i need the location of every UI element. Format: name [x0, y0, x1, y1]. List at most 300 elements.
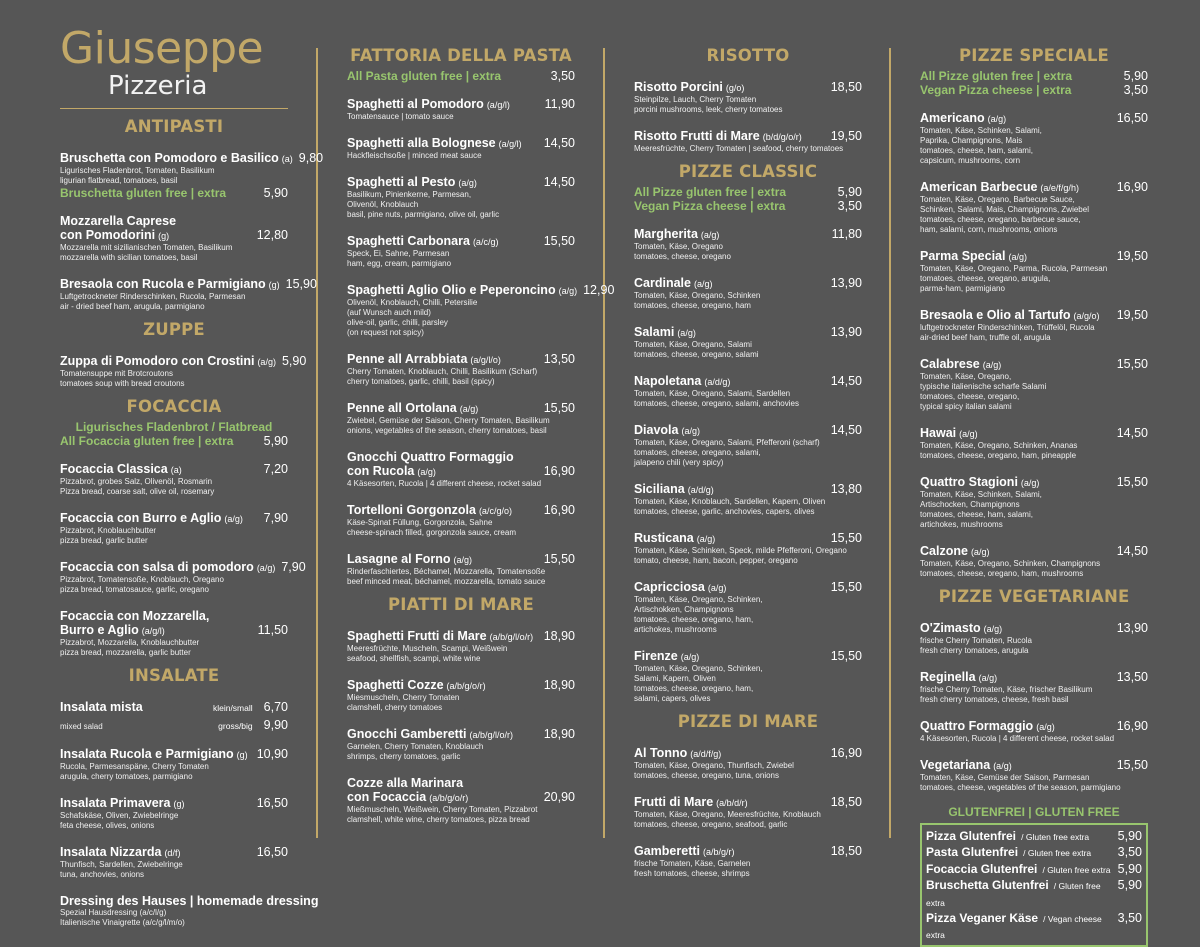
item-name-text: Risotto Frutti di Mare	[634, 129, 760, 143]
item-name	[347, 352, 538, 367]
allergen-codes: (a/g)	[959, 429, 978, 439]
menu-item	[60, 462, 288, 497]
item-name	[60, 354, 276, 369]
item-row	[920, 426, 1148, 441]
allergen-codes: (a)	[281, 154, 293, 164]
item-name	[920, 544, 1111, 559]
item-description: Olivenöl, Knoblauch, Chilli, Petersilie	[347, 298, 478, 307]
item-description: (on request not spicy)	[347, 328, 424, 337]
gluten-free-extra-line	[634, 185, 862, 199]
section-risotto	[634, 46, 862, 154]
item-description: Tomaten, Käse, Oregano, Schinken,	[634, 595, 763, 604]
item-description: parma-ham, parmigiano	[920, 284, 1005, 293]
item-row	[634, 844, 862, 859]
item-name-text: Al Tonno	[634, 746, 688, 760]
item-name-text: Americano	[920, 111, 985, 125]
item-description: typical spicy italian salami	[920, 402, 1012, 411]
gluten-free-note: / Gluten free extra	[1021, 832, 1090, 842]
item-description: jalapeno chili (very spicy)	[634, 458, 724, 467]
menu-item	[920, 544, 1148, 579]
item-description: tomatoes, cheese, oregano, seafood, garlic	[634, 820, 788, 829]
item-description: Tomaten, Käse, Oregano, Schinken	[634, 291, 761, 300]
menu-item	[634, 129, 862, 154]
item-price: 5,90	[837, 185, 862, 199]
item-description: Tomatensuppe mit Brotcroutons	[60, 369, 173, 378]
item-row	[634, 276, 862, 291]
allergen-codes: (a/e/f/g/h)	[1040, 183, 1079, 193]
gluten-free-name-wrap	[926, 910, 1118, 943]
item-price: 15,50	[543, 234, 575, 248]
item-name-text: Focaccia con Burro e Aglio	[60, 511, 222, 525]
section-title: ZUPPE	[143, 320, 205, 339]
menu-item	[920, 621, 1148, 656]
menu-item	[920, 719, 1148, 744]
item-name-text: O'Zimasto	[920, 621, 981, 635]
item-row	[347, 464, 575, 479]
item-description: clamshell, white wine, cherry tomatoes, pizza bread	[347, 815, 530, 824]
item-description: Rinderfaschiertes, Béchamel, Mozzarella, Tomatensoße	[347, 567, 546, 576]
menu-item	[60, 700, 288, 715]
item-price: 9,90	[263, 718, 288, 732]
item-name	[634, 129, 825, 144]
item-name-text: Insalata Nizzarda	[60, 845, 162, 859]
item-name	[920, 670, 1111, 685]
item-name	[634, 374, 825, 389]
item-price: 14,50	[830, 374, 862, 388]
menu-item	[347, 450, 575, 489]
item-name-text: Cardinale	[634, 276, 691, 290]
item-name-text: Frutti di Mare	[634, 795, 714, 809]
item-description: fresh cherry tomatoes, cheese, fresh basil	[920, 695, 1069, 704]
menu-item	[347, 401, 575, 436]
item-name: Gnocchi Quattro Formaggio	[347, 450, 514, 464]
menu-item	[920, 475, 1148, 530]
allergen-codes: (g)	[268, 280, 280, 290]
item-row	[634, 423, 862, 438]
item-description: Tomaten, Käse, Gemüse der Saison, Parmesan	[920, 773, 1090, 782]
item-description: Italienische Vinaigrette (a/c/g/l/m/o)	[60, 918, 185, 927]
allergen-codes: (a/g/l)	[486, 100, 510, 110]
item-description: Tomaten, Käse, Oregano, Meeresfrüchte, Knoblauch	[634, 810, 821, 819]
item-price: 13,50	[1116, 670, 1148, 684]
item-name-text: Focaccia Classica	[60, 462, 168, 476]
item-row	[920, 357, 1148, 372]
item-name	[634, 80, 825, 95]
menu-item	[60, 796, 288, 831]
item-price: 14,50	[1116, 544, 1148, 558]
item-row	[60, 354, 307, 369]
item-name	[60, 151, 293, 166]
item-description: Garnelen, Cherry Tomaten, Knoblauch	[347, 742, 484, 751]
allergen-codes: (a/d/g)	[704, 377, 731, 387]
item-description: Pizzabrot, grobes Salz, Olivenöl, Rosmarin	[60, 477, 213, 486]
menu-item	[347, 283, 615, 338]
item-row	[634, 482, 862, 497]
gluten-free-name: Pasta Glutenfrei	[926, 845, 1019, 860]
allergen-codes: (a/b/g/o/r)	[429, 793, 469, 803]
item-name-line2: Burro e Aglio	[60, 623, 139, 637]
item-price: 12,90	[583, 283, 615, 297]
item-name-cont	[60, 228, 251, 243]
gluten-free-note: / Gluten free extra	[926, 881, 1101, 908]
item-description: porcini mushrooms, leek, cherry tomatoes	[634, 105, 783, 114]
portion-size: klein/small	[212, 703, 253, 713]
gluten-free-price: 5,90	[1117, 861, 1142, 876]
item-description: beef minced meat, béchamel, mozzarella, tomato sauce	[347, 577, 546, 586]
item-price: 15,50	[1116, 475, 1148, 489]
allergen-codes: (a/c/g)	[472, 237, 499, 247]
section-classic	[634, 162, 862, 704]
menu-item	[60, 277, 317, 312]
item-price: 15,50	[830, 649, 862, 663]
menu-item	[347, 175, 575, 220]
menu-item	[634, 276, 862, 311]
item-name-text: Insalata mista	[60, 700, 143, 714]
item-description: tomatoes, cheese, oregano, barbecue sauce,	[920, 215, 1081, 224]
item-price: 3,50	[1123, 83, 1148, 97]
item-name-text: Bruschetta con Pomodoro e Basilico	[60, 151, 279, 165]
section-pasta	[347, 46, 615, 587]
item-name-text: Risotto Porcini	[634, 80, 723, 94]
item-name-text: Calabrese	[920, 357, 980, 371]
item-price: 13,50	[543, 352, 575, 366]
item-name	[347, 552, 538, 567]
item-name	[920, 357, 1111, 372]
item-description: Mozzarella mit sizilianischen Tomaten, Basilikum	[60, 243, 233, 252]
item-description: tomatoes, cheese, oregano, salami,	[634, 448, 761, 457]
menu-item	[347, 727, 575, 762]
menu-item	[920, 426, 1148, 461]
item-description: arugula, cherry tomatoes, parmigiano	[60, 772, 193, 781]
item-name-text: Gnocchi Gamberetti	[347, 727, 467, 741]
item-description: pizza bread, tomatosauce, garlic, oregano	[60, 585, 209, 594]
item-description: tomatoes, cheese, oregano, tuna, onions	[634, 771, 779, 780]
item-name	[920, 249, 1111, 264]
item-name	[634, 482, 825, 497]
extra-label: Vegan Pizza cheese | extra	[920, 83, 1072, 97]
item-description: Miesmuscheln, Cherry Tomaten	[347, 693, 460, 702]
menu-item	[920, 357, 1148, 412]
item-name-text: Quattro Formaggio	[920, 719, 1034, 733]
item-name	[60, 700, 213, 714]
section-title: FATTORIA DELLA PASTA	[350, 46, 572, 65]
gluten-free-name: Pizza Veganer Käse	[926, 911, 1039, 926]
logo-subtitle: Pizzeria	[108, 71, 208, 101]
allergen-codes: (a/g)	[970, 547, 990, 557]
item-name	[60, 845, 251, 860]
section-title: PIZZE VEGETARIANE	[938, 587, 1130, 606]
menu-item	[634, 795, 862, 830]
item-price: 20,90	[543, 790, 575, 804]
item-name	[347, 175, 538, 190]
allergen-codes: (a/c/g/o)	[478, 506, 512, 516]
item-row	[60, 845, 288, 860]
item-description: typische italienische scharfe Salami	[920, 382, 1047, 391]
allergen-codes: (a/g)	[993, 761, 1012, 771]
item-name	[60, 796, 251, 811]
item-description: Tomaten, Käse, Oregano	[634, 242, 723, 251]
gluten-free-note: / Gluten free extra	[1023, 848, 1092, 859]
menu-item	[634, 325, 862, 360]
section-title: FOCACCIA	[126, 397, 222, 416]
section-zuppe	[60, 320, 307, 389]
item-description: frische Tomaten, Käse, Garnelen	[634, 859, 751, 868]
item-price: 19,50	[830, 129, 862, 143]
item-description: shrimps, cherry tomatoes, garlic	[347, 752, 461, 761]
item-description: mozzarella with sicilian tomatoes, basil	[60, 253, 198, 262]
item-name	[634, 276, 825, 291]
item-row	[634, 374, 862, 389]
item-description: Tomaten, Käse, Oregano, Schinken,	[634, 664, 763, 673]
item-description: Speck, Ei, Sahne, Parmesan	[347, 249, 450, 258]
item-name	[634, 844, 825, 859]
item-description: Tomatensauce | tomato sauce	[347, 112, 454, 121]
item-price: 11,80	[831, 227, 862, 241]
item-name-cont	[60, 623, 252, 638]
item-description: Basilikum, Pinienkerne, Parmesan,	[347, 190, 472, 199]
item-price: 19,50	[1116, 308, 1148, 322]
menu-item	[60, 214, 288, 263]
portion-size: gross/big	[218, 721, 253, 731]
item-row	[347, 552, 575, 567]
item-description: basil, pine nuts, parmigiano, olive oil, garlic	[347, 210, 500, 219]
extra-label: All Pasta gluten free | extra	[347, 69, 502, 83]
item-row	[60, 747, 288, 762]
item-name-text: Focaccia con salsa di pomodoro	[60, 560, 254, 574]
item-price: 5,90	[263, 434, 288, 448]
menu-column-2	[347, 0, 615, 848]
item-name	[920, 180, 1111, 195]
item-row	[347, 175, 575, 190]
item-price: 14,50	[543, 136, 575, 150]
item-name	[347, 283, 577, 298]
item-description: luftgetrockneter Rinderschinken, Trüffelöl, Rucola	[920, 323, 1095, 332]
menu-item	[347, 97, 575, 122]
item-description: tomatoes, cheese, oregano, ham,	[634, 615, 754, 624]
menu-item	[634, 80, 862, 115]
section-title: PIZZE SPECIALE	[958, 46, 1110, 65]
item-name-text: Hawai	[920, 426, 957, 440]
section-subtitle: Ligurisches Fladenbrot / Flatbread	[75, 420, 273, 434]
item-description: cherry tomatoes, garlic, chilli, basil (spicy)	[347, 377, 495, 386]
column-divider	[316, 48, 318, 838]
item-description: Tomaten, Käse, Oregano, Salami, Pfefferoni (scharf)	[634, 438, 820, 447]
item-price: 14,50	[1116, 426, 1148, 440]
section-mare	[347, 595, 575, 825]
item-price: 16,90	[543, 503, 575, 517]
item-description: Tomaten, Käse, Schinken, Salami,	[920, 126, 1042, 135]
item-description: Mießmuscheln, Weißwein, Cherry Tomaten, Pizzabrot	[347, 805, 538, 814]
item-row	[920, 249, 1148, 264]
item-description: tomatoes, cheese, vegetables of the season, parmigiano	[920, 783, 1121, 792]
item-description: artichokes, mushrooms	[634, 625, 717, 634]
allergen-codes: (a/g)	[681, 426, 700, 436]
item-name	[347, 401, 538, 416]
item-description: clamshell, cherry tomatoes	[347, 703, 443, 712]
item-description: Ligurisches Fladenbrot, Tomaten, Basilikum	[60, 166, 215, 175]
item-row	[634, 80, 862, 95]
allergen-codes: (a/g)	[707, 583, 727, 593]
item-price: 15,50	[830, 531, 862, 545]
item-price: 16,50	[256, 796, 288, 810]
item-row	[347, 401, 575, 416]
item-name-text: Tortelloni Gorgonzola	[347, 503, 476, 517]
item-description: feta cheese, olives, onions	[60, 821, 155, 830]
item-row	[347, 283, 615, 298]
column-divider	[603, 48, 605, 838]
item-description: tomatoes, cheese, oregano, salami	[634, 350, 759, 359]
menu-item	[634, 580, 862, 635]
item-description: Paprika, Champignons, Mais	[920, 136, 1023, 145]
item-row	[634, 129, 862, 144]
item-price: 18,90	[543, 678, 575, 692]
item-price: 13,80	[830, 482, 862, 496]
item-price: 18,90	[543, 629, 575, 643]
item-row	[634, 795, 862, 810]
item-name-text: Napoletana	[634, 374, 702, 388]
item-row	[920, 180, 1148, 195]
item-row	[60, 151, 324, 166]
item-price: 13,90	[1116, 621, 1148, 635]
item-price: 11,90	[544, 97, 575, 111]
item-name-text: Siciliana	[634, 482, 685, 496]
item-row	[920, 719, 1148, 734]
gluten-free-row	[926, 828, 1142, 844]
gluten-free-price: 3,50	[1117, 911, 1142, 926]
item-price: 6,70	[263, 700, 288, 714]
item-description: 4 Käsesorten, Rucola | 4 different cheese, rocket salad	[920, 734, 1115, 743]
item-description: Tomaten, Käse, Oregano, Barbecue Sauce,	[920, 195, 1075, 204]
menu-item	[920, 758, 1148, 793]
item-name-text: Spaghetti al Pesto	[347, 175, 456, 189]
gluten-free-name-wrap	[926, 844, 1091, 860]
item-description: Zwiebel, Gemüse der Saison, Cherry Tomaten, Basilikum	[347, 416, 550, 425]
item-row	[60, 623, 288, 638]
menu-item	[60, 151, 324, 186]
item-price: 13,90	[830, 276, 862, 290]
section-title: ANTIPASTI	[124, 117, 224, 136]
allergen-codes: (a/g/l/o)	[470, 355, 501, 365]
gluten-free-row	[926, 861, 1142, 877]
item-row	[60, 560, 306, 575]
item-price: 10,90	[256, 747, 288, 761]
section-title: PIZZE CLASSIC	[678, 162, 818, 181]
item-description: frische Cherry Tomaten, Käse, frischer Basilikum	[920, 685, 1093, 694]
item-description: onions, vegetables of the season, cherry tomatoes, basil	[347, 426, 547, 435]
item-row	[60, 894, 319, 908]
item-description: Artischokken, Champignons	[634, 605, 734, 614]
item-name-text: Quattro Stagioni	[920, 475, 1018, 489]
item-price: 15,50	[543, 401, 575, 415]
item-name	[920, 621, 1111, 636]
item-description: air-dried beef ham, truffle oil, arugula	[920, 333, 1051, 342]
item-name-line2: con Focaccia	[347, 790, 427, 804]
gluten-free-price: 3,50	[1117, 845, 1142, 860]
item-name-text: American Barbecue	[920, 180, 1038, 194]
item-description: (auf Wunsch auch mild)	[347, 308, 431, 317]
item-description: Salami, Kapern, Oliven	[634, 674, 716, 683]
extra-label: Bruschetta gluten free | extra	[60, 186, 227, 200]
item-price: 16,90	[1116, 719, 1148, 733]
item-description: Käse-Spinat Füllung, Gorgonzola, Sahne	[347, 518, 493, 527]
item-price: 15,90	[285, 277, 317, 291]
logo-title: Giuseppe	[60, 23, 264, 74]
item-price: 18,50	[830, 795, 862, 809]
allergen-codes: (a/b/g/r)	[703, 847, 735, 857]
item-price: 16,50	[1116, 111, 1148, 125]
item-row	[347, 352, 575, 367]
item-name-text: Spaghetti Aglio Olio e Peperoncino	[347, 283, 556, 297]
item-description: tomatoes, cheese, oregano, arugula,	[920, 274, 1051, 283]
item-name-text: Diavola	[634, 423, 679, 437]
allergen-codes: (b/d/g/o/r)	[762, 132, 802, 142]
item-name-cont	[347, 464, 538, 479]
item-description: Schinken, Salami, Mais, Champignons, Zwiebel	[920, 205, 1089, 214]
item-price: 16,50	[256, 845, 288, 859]
item-description: fresh tomatoes, cheese, shrimps	[634, 869, 750, 878]
menu-item	[634, 844, 862, 879]
item-name	[920, 426, 1111, 441]
item-description: Tomaten, Käse, Oregano, Parma, Rucola, Parmesan	[920, 264, 1108, 273]
item-description: Tomaten, Käse, Oregano, Thunfisch, Zwiebel	[634, 761, 794, 770]
item-row	[634, 580, 862, 595]
menu-item	[347, 352, 575, 387]
menu-item	[634, 227, 862, 262]
item-description: seafood, shellfish, scampi, white wine	[347, 654, 481, 663]
section-vegetariane	[920, 587, 1148, 793]
item-name	[920, 111, 1111, 126]
item-name-text: Dressing des Hauses | homemade dressing	[60, 894, 319, 908]
menu-item	[347, 234, 575, 269]
item-name-text: Spaghetti Carbonara	[347, 234, 470, 248]
item-name-text: Zuppa di Pomodoro con Crostini	[60, 354, 255, 368]
allergen-codes: (a/g)	[224, 514, 243, 524]
allergen-codes: (a/g)	[983, 624, 1003, 634]
allergen-codes: (a/g)	[696, 534, 716, 544]
item-row	[920, 544, 1148, 559]
item-price: 16,90	[1116, 180, 1148, 194]
item-price: 12,80	[256, 228, 288, 242]
menu-item	[634, 649, 862, 704]
item-description: Schafskäse, Oliven, Zwiebelringe	[60, 811, 179, 820]
menu-item	[60, 747, 288, 782]
item-name	[634, 325, 825, 340]
item-name	[347, 97, 539, 112]
allergen-codes: (a/b/g/o/r)	[446, 681, 486, 691]
gluten-free-price: 5,90	[1117, 878, 1142, 893]
item-description: Rucola, Parmesanspäne, Cherry Tomaten	[60, 762, 209, 771]
item-description: 4 Käsesorten, Rucola | 4 different cheese, rocket salad	[347, 479, 542, 488]
item-description: tomatoes, cheese, oregano, ham	[634, 301, 751, 310]
item-row	[634, 227, 862, 242]
item-row	[347, 678, 575, 693]
item-description: Meeresfrüchte, Muscheln, Scampi, Weißwein	[347, 644, 508, 653]
item-row	[347, 136, 575, 151]
extra-label: All Focaccia gluten free | extra	[60, 434, 234, 448]
item-description: Olivenöl, Knoblauch	[347, 200, 419, 209]
item-description: Tomaten, Käse, Knoblauch, Sardellen, Kapern, Oliven	[634, 497, 826, 506]
item-price: 11,50	[257, 623, 288, 637]
menu-item	[60, 609, 288, 658]
allergen-codes: (a/g)	[1036, 722, 1055, 732]
item-price: 7,90	[263, 511, 288, 525]
item-name	[920, 719, 1111, 734]
section-title: INSALATE	[128, 666, 220, 685]
item-description: Tomaten, Käse, Schinken, Salami,	[920, 490, 1042, 499]
item-description: Pizzabrot, Mozzarella, Knoblauchbutter	[60, 638, 200, 647]
allergen-codes: (a/g)	[693, 279, 713, 289]
gluten-free-extra-line	[60, 186, 288, 200]
